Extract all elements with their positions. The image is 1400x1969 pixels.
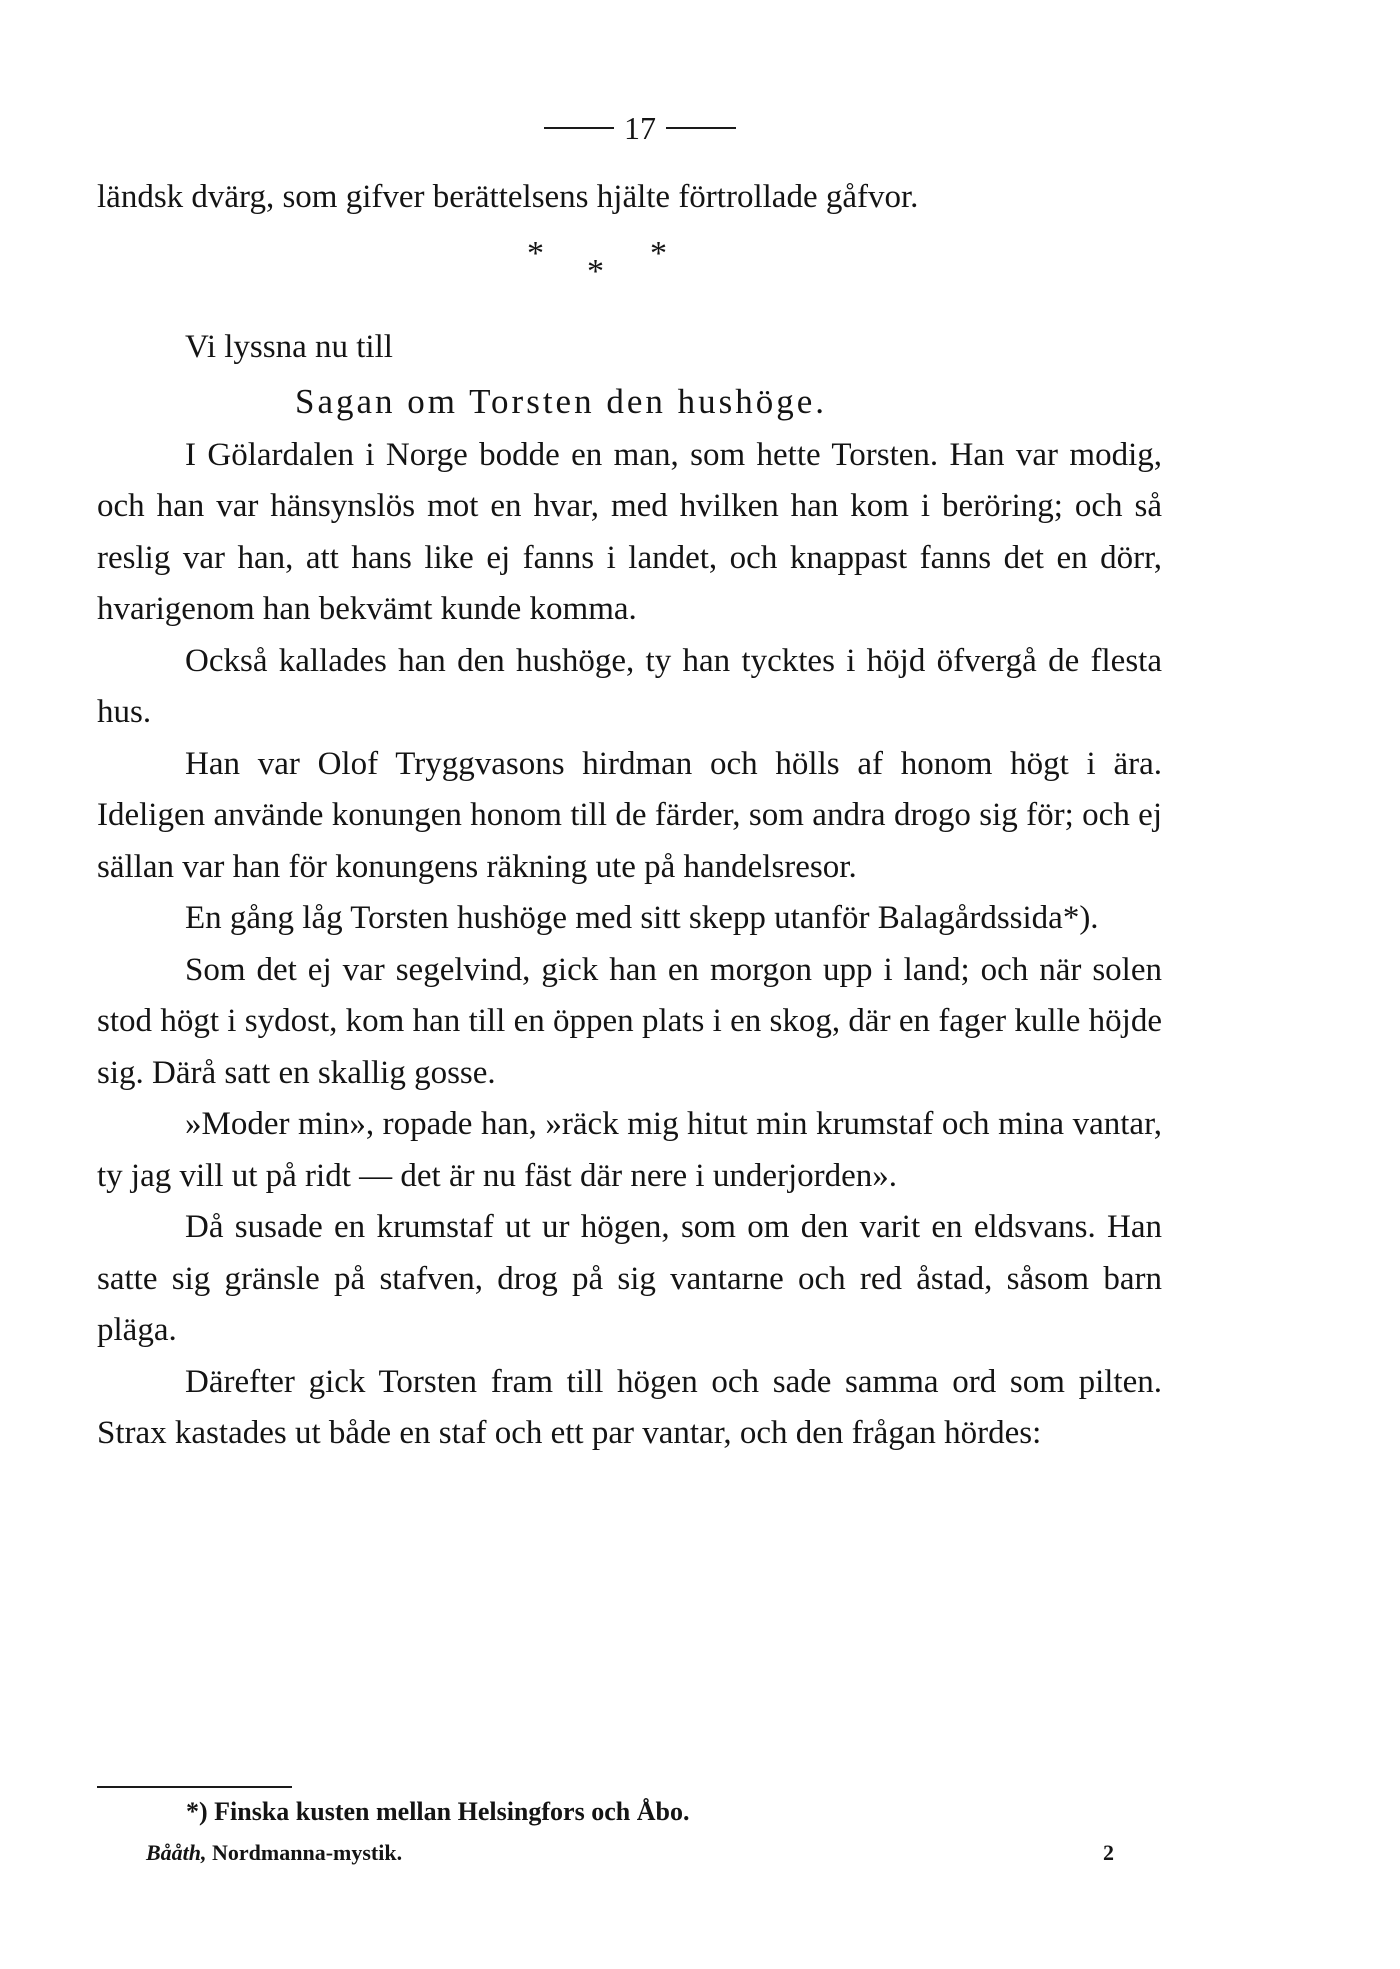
paragraph: Då susade en krumstaf ut ur högen, som om den varit en eldsvans. Han satte sig gränsle på stafven, drog på sig vantarne och red åstad, såsom barn pläga. — [97, 1209, 1162, 1348]
paragraph-continuation: ländsk dvärg, som gifver berättelsens hjälte förtrollade gåfvor. — [97, 179, 919, 215]
body-text — [97, 172, 1162, 1460]
signature-work: Nordmanna-mystik. — [212, 1840, 403, 1865]
printer-signature — [146, 1838, 1114, 1868]
paragraph: Som det ej var segelvind, gick han en morgon upp i land; och när solen stod högt i sydost, kom han till en öppen plats i en skog, där en fager kulle höjde sig. Därå satt en skallig gosse. — [97, 951, 1162, 1091]
sheet-number: 2 — [1103, 1840, 1114, 1865]
asterism-divider — [97, 224, 1162, 322]
footnote: *) Finska kusten mellan Helsingfors och Åbo. — [186, 1797, 690, 1826]
page-number: 17 — [624, 110, 656, 146]
asterisk: * — [650, 234, 667, 272]
intro-line: Vi lyssna nu till — [185, 328, 393, 365]
paragraph: »Moder min», ropade han, »räck mig hitut min krumstaf och mina vantar, ty jag vill ut på ridt — det är nu fäst där nere i underjorden». — [97, 1106, 1162, 1194]
saga-title: Sagan om Torsten den hushöge. — [295, 381, 828, 421]
paragraph: En gång låg Torsten hushöge med sitt skepp utanför Balagårdssida*). — [185, 900, 1099, 936]
asterisk: * — [527, 234, 544, 272]
header-dash-right — [666, 127, 736, 129]
paragraph: I Gölardalen i Norge bodde en man, som hette Torsten. Han var modig, och han var hänsynslös mot en hvar, med hvilken han kom i beröring; och så reslig var han, att hans like ej fanns i landet, och knappast fanns det en dörr, hvarigenom han bekvämt kunde komma. — [97, 436, 1162, 627]
signature-author: Bååth, — [146, 1840, 207, 1865]
paragraph: Också kallades han den hushöge, ty han tycktes i höjd öfvergå de flesta hus. — [97, 642, 1162, 730]
header-dash-left — [544, 127, 614, 129]
paragraph: Han var Olof Tryggvasons hirdman och hölls af honom högt i ära. Ideligen använde konungen honom till de färder, som andra drogo sig för; och ej sällan var han för konungens räkning ute på handelsresor. — [97, 745, 1162, 885]
asterisk: * — [587, 252, 604, 290]
footnote-rule — [97, 1786, 292, 1788]
signature-title — [146, 1838, 402, 1868]
page-number-header — [510, 108, 770, 148]
paragraph: Därefter gick Torsten fram till högen och sade samma ord som pilten. Strax kastades ut både en staf och ett par vantar, och den frågan hördes: — [97, 1363, 1162, 1451]
